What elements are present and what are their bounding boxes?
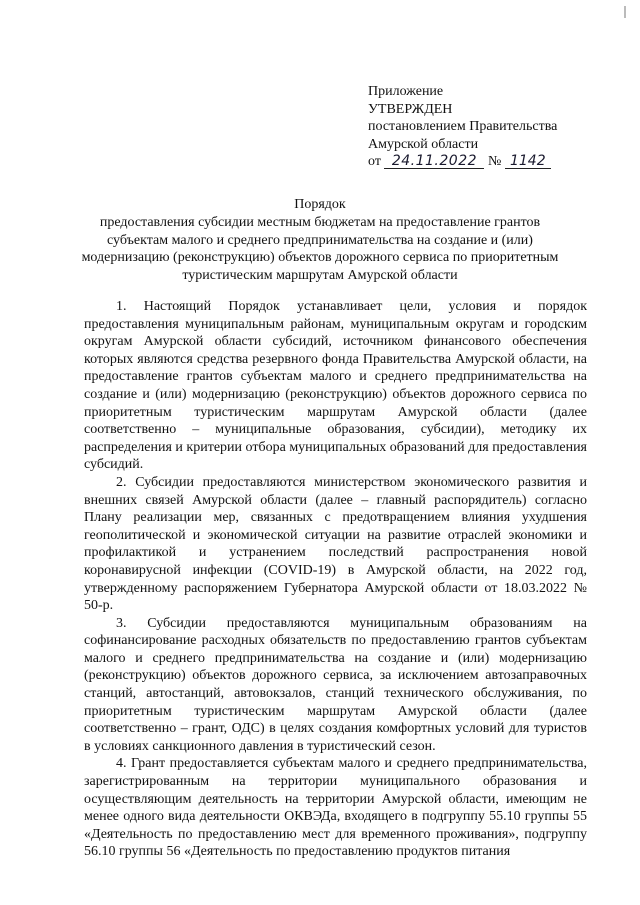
subtitle-line: субъектам малого и среднего предпринимательства на создание и (или): [107, 232, 533, 248]
appendix-label: Приложение: [368, 84, 444, 99]
document-heading: Порядок: [294, 197, 346, 212]
handwritten-date: 24.11.2022: [384, 154, 484, 169]
paragraph-2: 2. Субсидии предоставляются министерством экономического развития и внешних связей Амурской области (далее – главный распорядитель) согласно Плану реализации мер, связанных с предотвращением влияния ухудшения геополитической и экономической ситуации на развитие отраслей экономики и профилактикой и устранением последствий распространения новой коронавирусной инфекции (COVID-19) в Амурской области, на 2022 год, утвержденному распоряжением Губернатора Амурской области от 18.03.2022 № 50-р.: [84, 474, 587, 614]
region-label: Амурской области: [368, 136, 479, 152]
subtitle-line: модернизацию (реконструкцию) объектов дорожного сервиса по приоритетным: [81, 250, 559, 265]
resolution-label: постановлением Правительства: [368, 119, 558, 134]
paragraph-4: 4. Грант предоставляется субъектам малого и среднего предпринимательства, зарегистрированным на территории муниципального образования и осуществляющим деятельность на территории Амурской области, имеющим не менее одного вида деятельности ОКВЭДа, входящего в подгруппу 55.10 группы 55 «Деятельность по предоставлению мест для временного проживания», подгруппу 56.10 группы 56 «Деятельность по предоставлению продуктов питания: [84, 756, 587, 860]
scan-mark: [624, 6, 626, 18]
document-subtitle: [70, 214, 570, 284]
document-body: [84, 298, 587, 861]
date-prefix: от: [368, 154, 381, 169]
date-number-line: [368, 153, 618, 171]
number-prefix: №: [487, 154, 502, 169]
approved-label: УТВЕРЖДЕН: [368, 101, 453, 117]
approval-block: [368, 83, 618, 171]
subtitle-line: предоставления субсидии местным бюджетам на предоставление грантов: [99, 215, 541, 230]
paragraph-3: 3. Субсидии предоставляются муниципальным образованиям на софинансирование расходных обязательств по предоставлению грантов субъектам малого и среднего предпринимательства на создание и (или) модернизацию (реконструкцию) объектов дорожного сервиса, за исключением автозаправочных станций, автостанций, автовокзалов, станций технического обслуживания, по приоритетным туристическим маршрутам Амурской области (далее соответственно – грант, ОДС) в целях создания комфортных условий для туристов в условиях санкционного давления в туристический сезон.: [84, 615, 587, 754]
handwritten-number: 1142: [505, 154, 551, 169]
paragraph-1: 1. Настоящий Порядок устанавливает цели, условия и порядок предоставления муниципальным районам, муниципальным округам и городским округам Амурской области субсидий, источником финансового обеспечения которых являются средства резервного фонда Правительства Амурской области, на предоставление грантов субъектам малого и среднего предпринимательства на создание и (или) модернизацию (реконструкцию) объектов дорожного сервиса по приоритетным туристическим маршрутам Амурской области (далее соответственно – муниципальные образования, субсидии), методику их распределения и критерии отбора муниципальных образований для предоставления субсидий.: [84, 299, 587, 473]
subtitle-line: туристическим маршрутам Амурской области: [182, 267, 458, 283]
